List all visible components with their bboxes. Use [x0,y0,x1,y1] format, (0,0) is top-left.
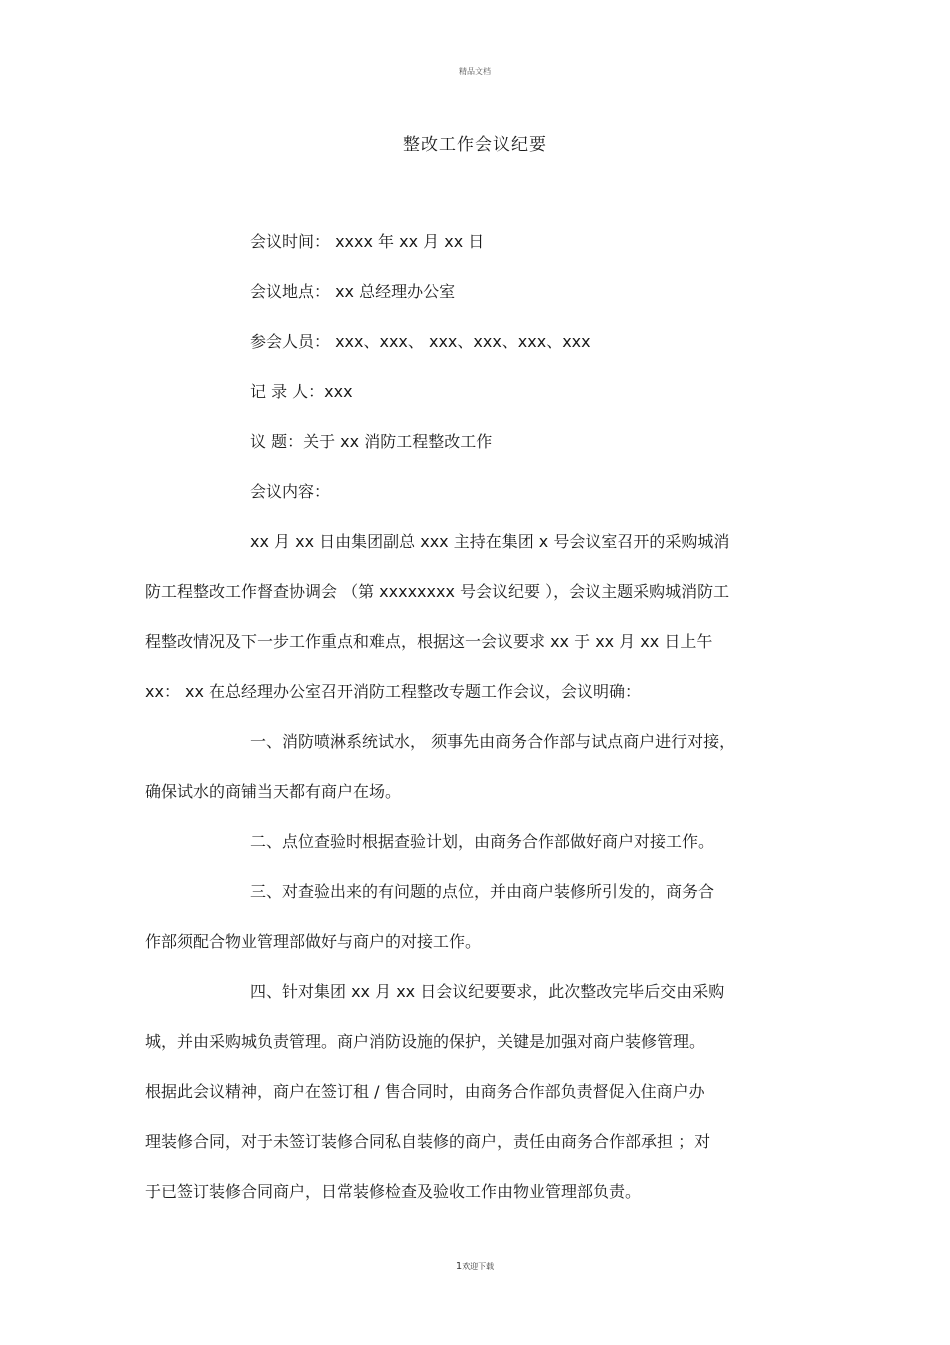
meeting-time: 会议时间： xxxx 年 xx 月 xx 日 [250,232,485,251]
meeting-attendees: 参会人员： xxx、xxx、 xxx、xxx、xxx、xxx [250,332,591,351]
meeting-topic: 议 题：关于 xx 消防工程整改工作 [250,432,493,451]
paragraph-line: 城，并由采购城负责管理。商户消防设施的保护，关键是加强对商户装修管理。 [145,1032,706,1051]
paragraph-line: xx 月 xx 日由集团副总 xxx 主持在集团 x 号会议室召开的采购城消 [250,532,730,551]
paragraph-line: xx： xx 在总经理办公室召开消防工程整改专题工作会议，会议明确： [145,682,642,701]
paragraph-line: 作部须配合物业管理部做好与商户的对接工作。 [145,932,482,951]
page-footer [0,1261,950,1272]
paragraph-line: 根据此会议精神，商户在签订租 / 售合同时，由商务合作部负责督促入住商户办 [145,1082,705,1101]
paragraph-line: 三、对查验出来的有问题的点位，并由商户装修所引发的，商务合 [250,882,715,901]
footer-text: 欢迎下载 [462,1262,495,1271]
paragraph-line: 于已签订装修合同商户，日常装修检查及验收工作由物业管理部负责。 [145,1182,642,1201]
header-note: 精品文档 [459,67,491,76]
paragraph-line: 四、针对集团 xx 月 xx 日会议纪要要求，此次整改完毕后交由采购 [250,982,725,1001]
meeting-place: 会议地点： xx 总经理办公室 [250,282,456,301]
page-number: 1 [455,1261,463,1272]
paragraph-line: 一、消防喷淋系统试水， 须事先由商务合作部与试点商户进行对接， [250,732,736,751]
paragraph-line: 理装修合同，对于未签订装修合同私自装修的商户，责任由商务合作部承担 ；对 [145,1132,711,1151]
paragraph-line: 程整改情况及下一步工作重点和难点，根据这一会议要求 xx 于 xx 月 xx 日上午 [145,632,713,651]
paragraph-line: 确保试水的商铺当天都有商户在场。 [145,782,402,801]
document-title: 整改工作会议纪要 [403,135,547,155]
meeting-content-label: 会议内容： [250,482,331,501]
paragraph-line: 二、点位查验时根据查验计划，由商务合作部做好商户对接工作。 [250,832,715,851]
meeting-recorder: 记 录 人：xxx [250,382,353,401]
paragraph-line: 防工程整改工作督查协调会 （第 xxxxxxxx 号会议纪要 ），会议主题采购城消防工 [145,582,730,601]
